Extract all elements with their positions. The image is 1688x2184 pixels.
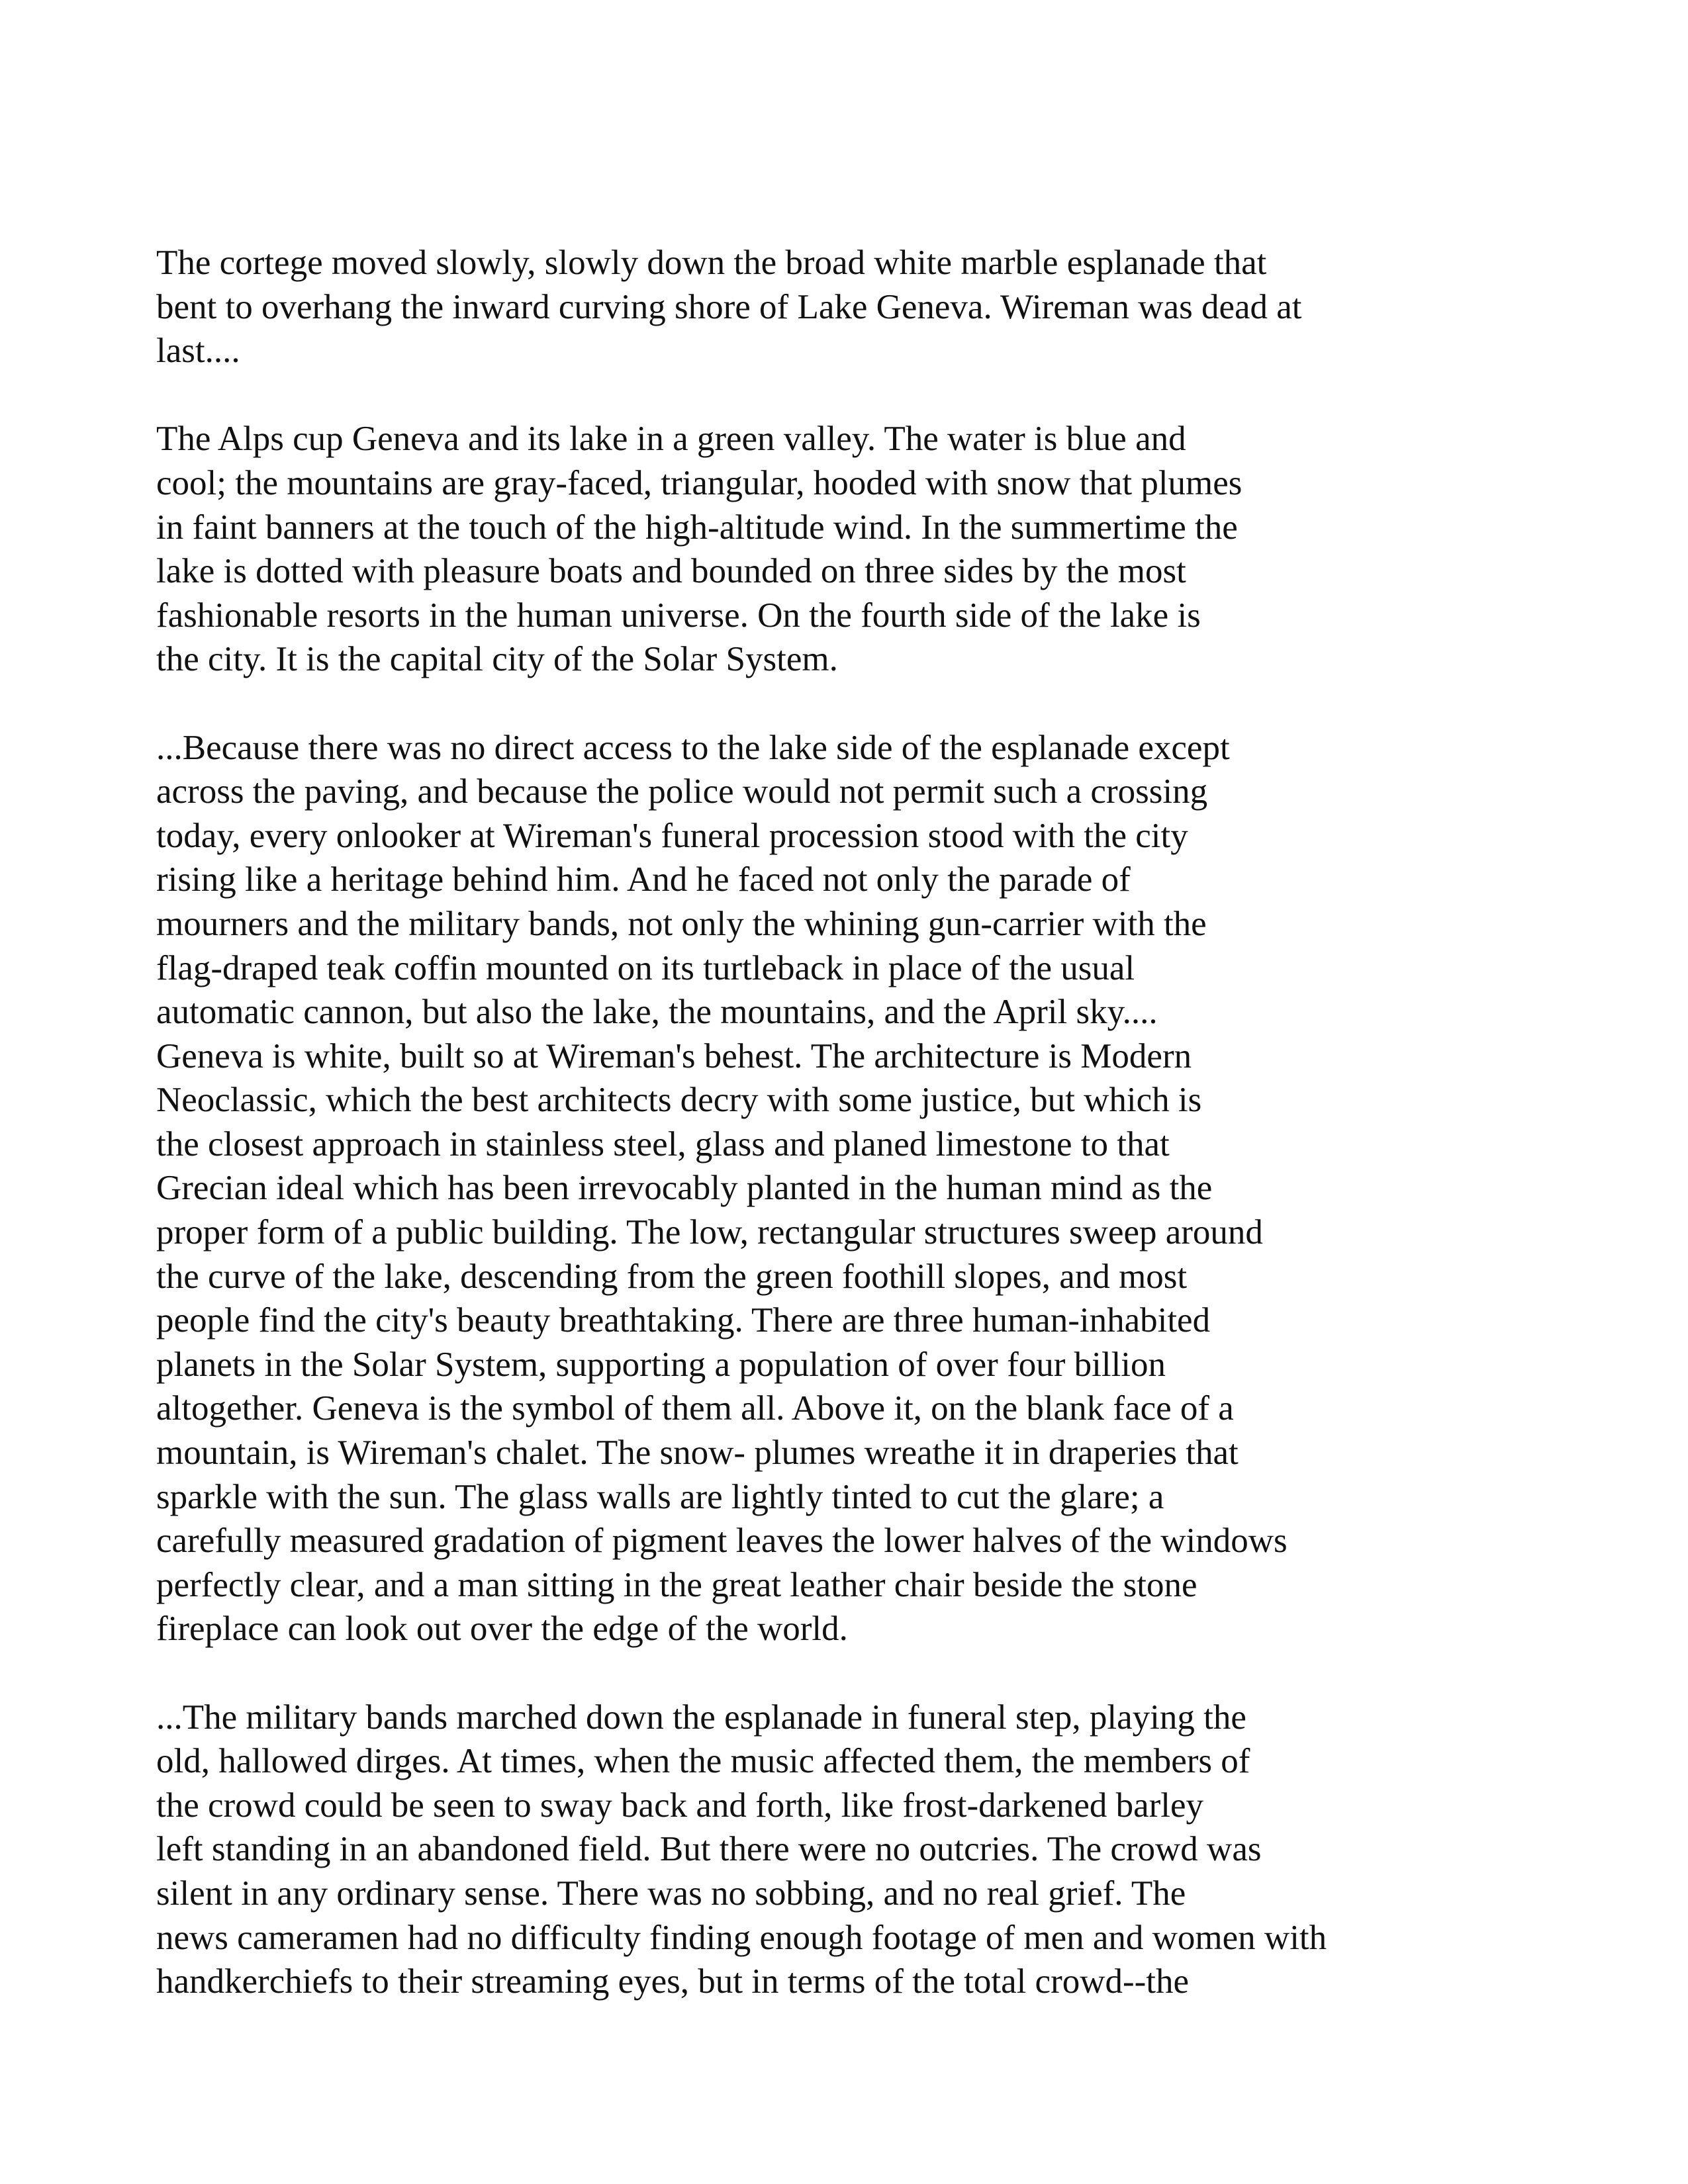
text-line: the crowd could be seen to sway back and forth, like frost-darkened barley [156, 1786, 1204, 1825]
paragraph-1 [156, 241, 1560, 373]
text-line: Grecian ideal which has been irrevocably planted in the human mind as the [156, 1169, 1213, 1208]
text-line: ...Because there was no direct access to the lake side of the esplanade except [156, 728, 1230, 767]
text-line: planets in the Solar System, supporting a population of over four billion [156, 1345, 1166, 1384]
text-line: sparkle with the sun. The glass walls are lightly tinted to cut the glare; a [156, 1477, 1164, 1516]
text-line: The cortege moved slowly, slowly down the broad white marble esplanade that [156, 244, 1267, 282]
text-line: ...The military bands marched down the esplanade in funeral step, playing the [156, 1698, 1246, 1737]
text-line: silent in any ordinary sense. There was no sobbing, and no real grief. The [156, 1874, 1186, 1913]
text-line: Neoclassic, which the best architects decry with some justice, but which is [156, 1081, 1202, 1120]
text-line: people find the city's beauty breathtaking. There are three human-inhabited [156, 1301, 1211, 1340]
text-line: rising like a heritage behind him. And he faced not only the parade of [156, 860, 1131, 899]
text-line: cool; the mountains are gray-faced, triangular, hooded with snow that plumes [156, 463, 1243, 502]
paragraph-3 [156, 726, 1560, 1651]
paragraph-4 [156, 1696, 1560, 2004]
text-line: the closest approach in stainless steel, glass and planed limestone to that [156, 1124, 1170, 1163]
text-line: mountain, is Wireman's chalet. The snow- plumes wreathe it in draperies that [156, 1433, 1239, 1473]
text-line: flag-draped teak coffin mounted on its turtleback in place of the usual [156, 948, 1135, 987]
text-line: bent to overhang the inward curving shore of Lake Geneva. Wireman was dead at [156, 287, 1302, 326]
text-line: last.... [156, 332, 240, 371]
text-line: lake is dotted with pleasure boats and bounded on three sides by the most [156, 552, 1186, 591]
text-line: automatic cannon, but also the lake, the mountains, and the April sky.... [156, 993, 1158, 1032]
text-line: news cameramen had no difficulty finding enough footage of men and women with [156, 1918, 1327, 1957]
text-line: in faint banners at the touch of the high-altitude wind. In the summertime the [156, 508, 1238, 547]
text-line: the curve of the lake, descending from the green foothill slopes, and most [156, 1257, 1188, 1296]
text-line: today, every onlooker at Wireman's funeral procession stood with the city [156, 816, 1188, 855]
text-line: across the paving, and because the police would not permit such a crossing [156, 772, 1208, 811]
text-line: carefully measured gradation of pigment leaves the lower halves of the windows [156, 1522, 1288, 1561]
text-line: perfectly clear, and a man sitting in the great leather chair beside the stone [156, 1565, 1197, 1604]
text-line: old, hallowed dirges. At times, when the music affected them, the members of [156, 1742, 1250, 1781]
text-line: fireplace can look out over the edge of the world. [156, 1610, 848, 1649]
text-line: mourners and the military bands, not only the whining gun-carrier with the [156, 904, 1207, 943]
text-line: fashionable resorts in the human universe. On the fourth side of the lake is [156, 596, 1201, 635]
text-line: Geneva is white, built so at Wireman's behest. The architecture is Modern [156, 1036, 1192, 1075]
text-line: proper form of a public building. The low, rectangular structures sweep around [156, 1213, 1263, 1252]
text-line: altogether. Geneva is the symbol of them all. Above it, on the blank face of a [156, 1389, 1234, 1428]
text-line: left standing in an abandoned field. But there were no outcries. The crowd was [156, 1830, 1262, 1869]
text-line: the city. It is the capital city of the Solar System. [156, 640, 838, 679]
text-line: handkerchiefs to their streaming eyes, but in terms of the total crowd--the [156, 1962, 1190, 2001]
body-text [156, 241, 1560, 2048]
paragraph-2 [156, 417, 1560, 682]
text-line: The Alps cup Geneva and its lake in a green valley. The water is blue and [156, 420, 1186, 459]
